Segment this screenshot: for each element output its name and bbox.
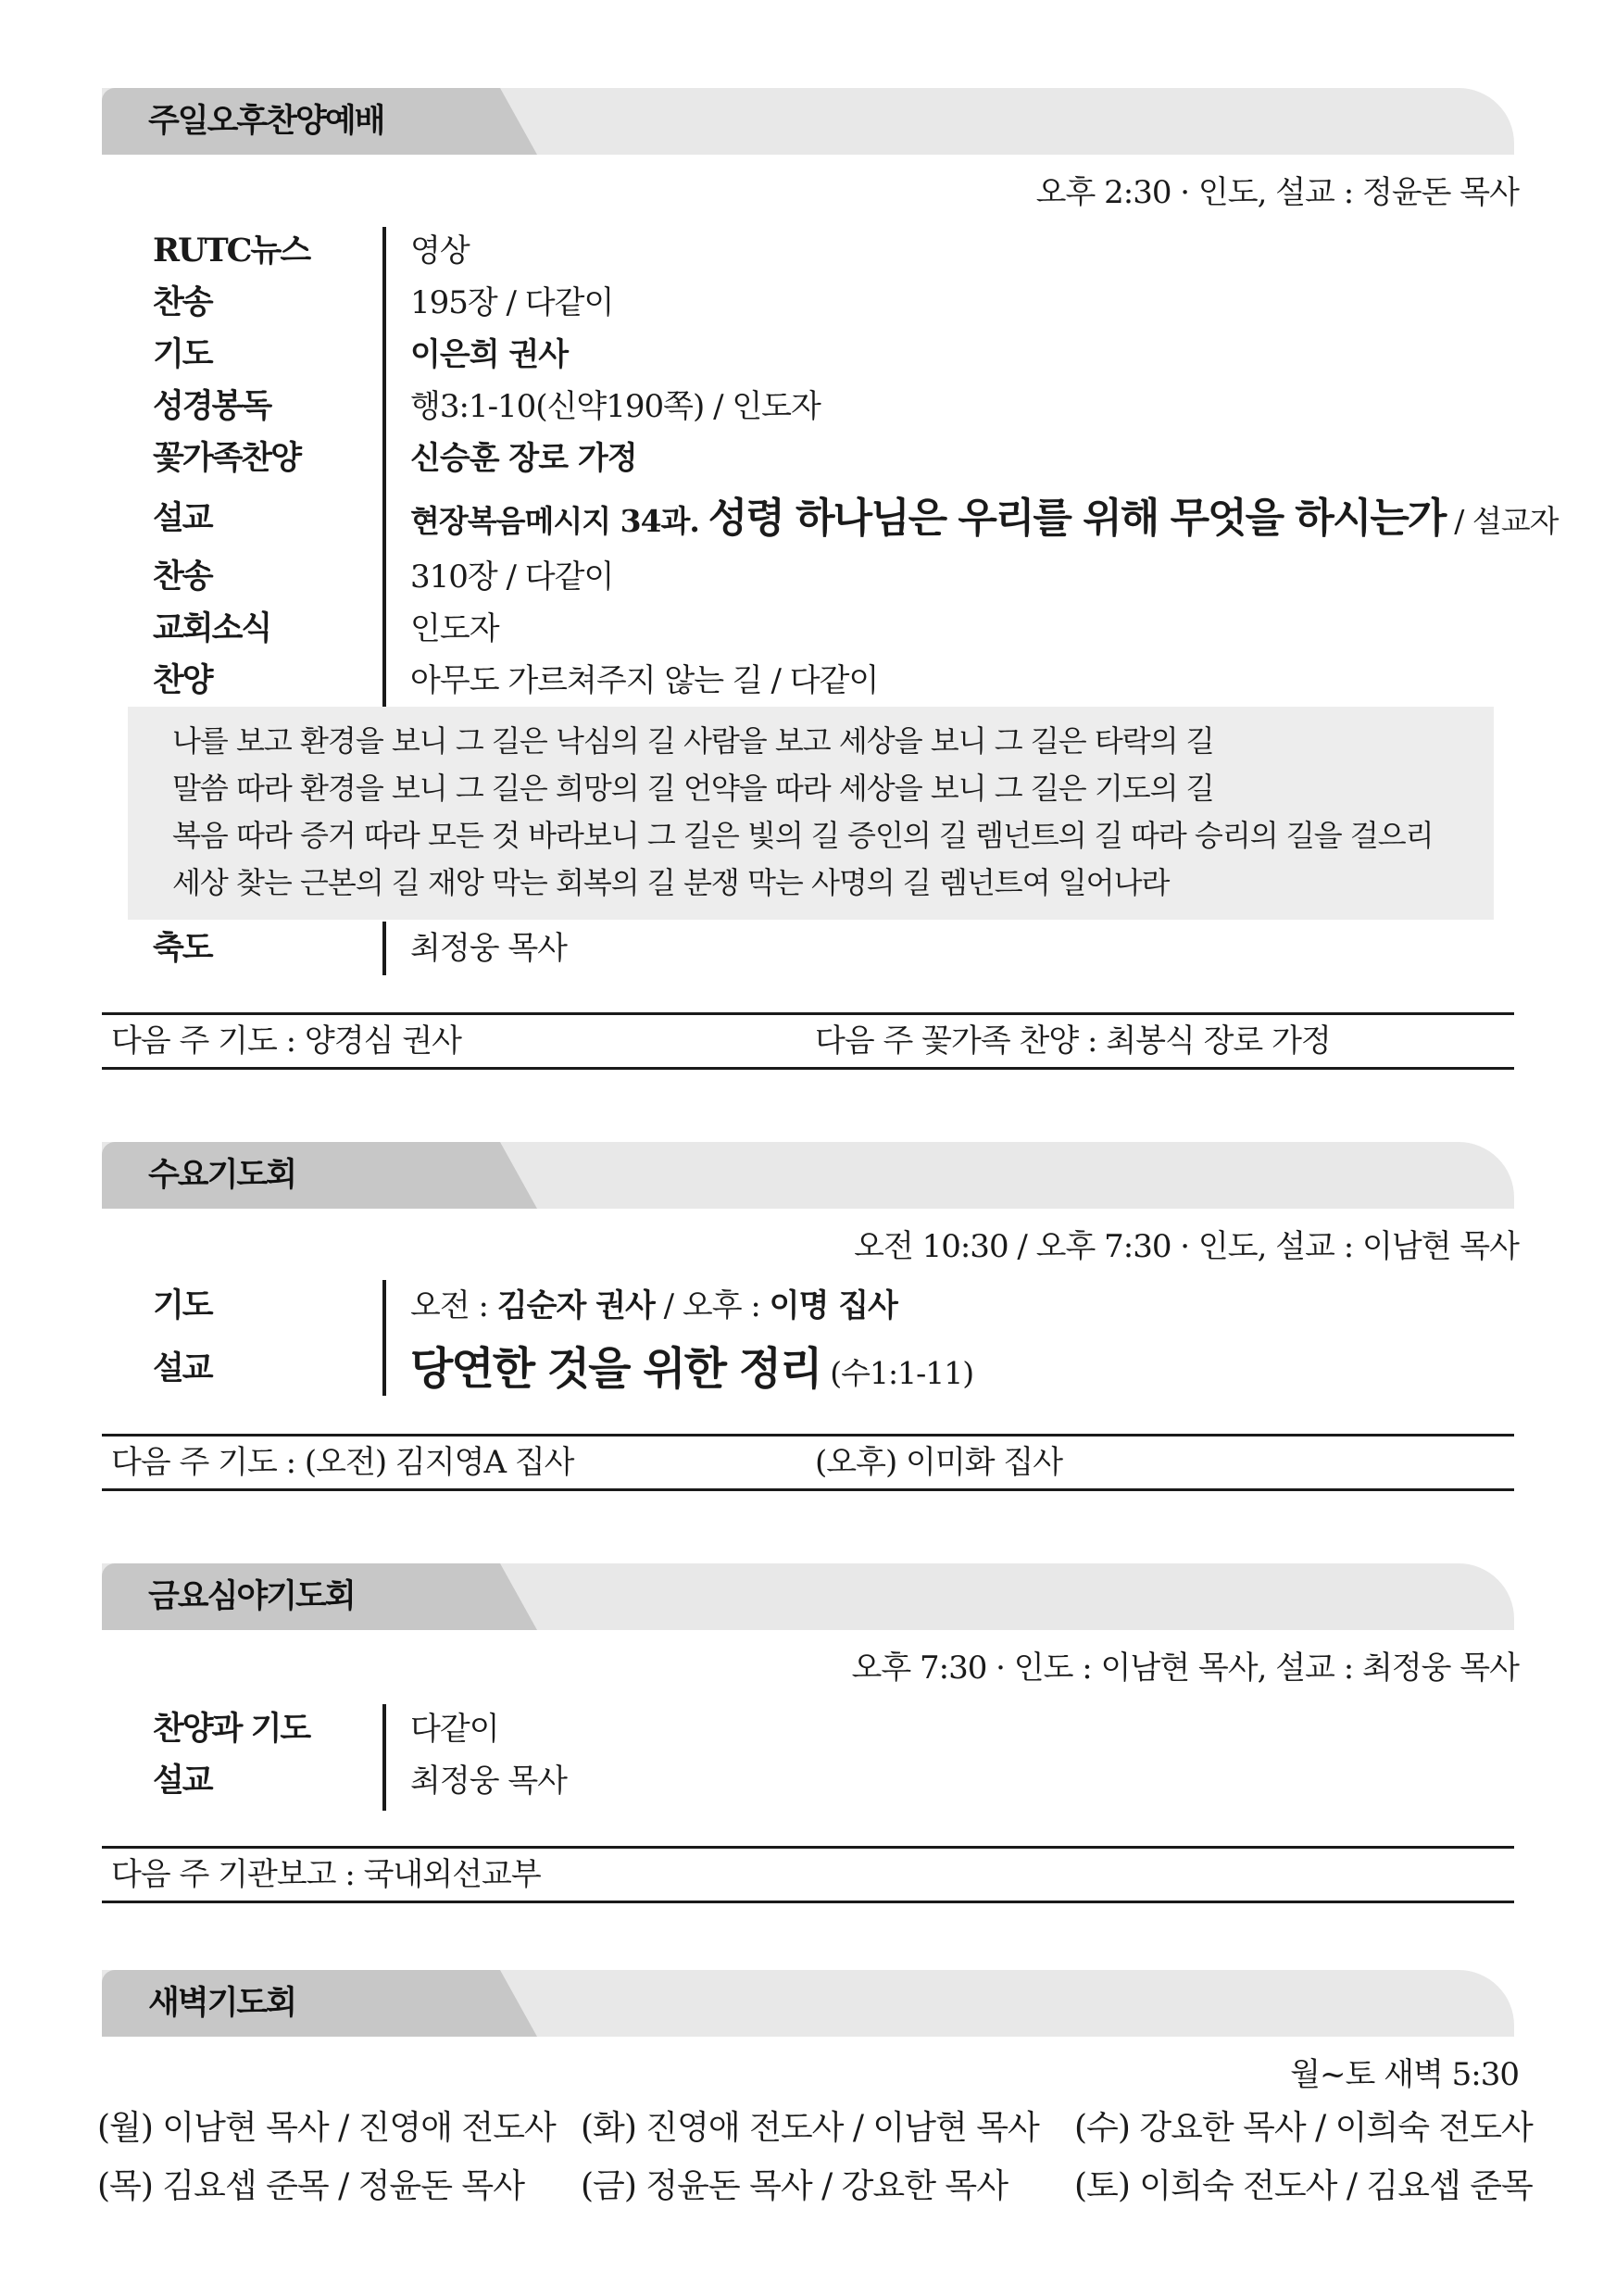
dawn-day: (금) 정윤돈 목사 / 강요한 목사 — [581, 2167, 1008, 2205]
order-row — [0, 1758, 1616, 1804]
order-label: 기도 — [153, 1286, 212, 1324]
order-value: 아무도 가르쳐주지 않는 길 / 다같이 — [410, 662, 879, 699]
prayer-am-prefix: 오전 : — [410, 1287, 488, 1324]
order-label: 기도 — [153, 335, 212, 373]
order-label: 설교 — [153, 1349, 212, 1387]
sermon-reference: (수1:1-11) — [830, 1355, 974, 1391]
lyrics-line: 세상 찾는 근본의 길 재앙 막는 회복의 길 분쟁 막는 사명의 길 렘넌트여 일어나라 — [172, 865, 1170, 900]
section-title: 금요심야기도회 — [148, 1578, 355, 1615]
next-report: 다음 주 기관보고 : 국내외선교부 — [111, 1856, 541, 1893]
order-row — [0, 925, 1616, 972]
service-time: 오전 10:30 / 오후 7:30 · 인도, 설교 : 이남현 목사 — [854, 1228, 1519, 1265]
next-prayer: 다음 주 기도 : (오전) 김지영A 집사 — [111, 1444, 574, 1481]
sermon-prefix: 현장복음메시지 34과. — [410, 503, 699, 539]
lyrics-line: 말씀 따라 환경을 보니 그 길은 희망의 길 언약을 따라 세상을 보니 그 길은 기도의 길 — [172, 771, 1214, 806]
order-value: 310장 / 다같이 — [410, 558, 614, 596]
order-label: 설교 — [153, 1762, 212, 1800]
order-value — [410, 1341, 973, 1401]
order-label: 교회소식 — [153, 609, 271, 647]
dawn-day: (월) 이남현 목사 / 진영애 전도사 — [97, 2109, 556, 2147]
dawn-schedule-row — [0, 2161, 1616, 2213]
order-label: 찬양과 기도 — [153, 1710, 310, 1748]
order-row — [0, 332, 1616, 378]
order-value: 이은희 권사 — [410, 336, 569, 373]
lyrics-box — [128, 707, 1494, 920]
next-flower: 다음 주 꽃가족 찬양 : 최봉식 장로 가정 — [815, 1023, 1331, 1060]
dawn-schedule-row — [0, 2102, 1616, 2154]
section-title: 주일오후찬양예배 — [148, 103, 384, 140]
order-value: 195장 / 다같이 — [410, 284, 614, 321]
order-row — [0, 1706, 1616, 1752]
service-time: 오후 2:30 · 인도, 설교 : 정윤돈 목사 — [1035, 174, 1519, 211]
order-value — [410, 1283, 897, 1329]
next-prayer-pm: (오후) 이미화 집사 — [815, 1444, 1063, 1481]
sermon-title: 성령 하나님은 우리를 위해 무엇을 하시는가 — [708, 495, 1446, 542]
order-value: 영상 — [410, 232, 470, 270]
section-title: 새벽기도회 — [148, 1985, 296, 2022]
order-value: 다같이 — [410, 1711, 499, 1748]
order-value: 행3:1-10(신약190쪽) / 인도자 — [410, 388, 821, 425]
lyrics-line: 나를 보고 환경을 보니 그 길은 낙심의 길 사람을 보고 세상을 보니 그 길은 타락의 길 — [172, 723, 1214, 759]
order-label: 설교 — [153, 499, 212, 537]
next-week-box — [102, 1846, 1514, 1903]
order-value — [410, 491, 1558, 549]
prayer-am-name: 김순자 권사 — [496, 1287, 655, 1324]
order-row — [0, 606, 1616, 652]
service-time: 오후 7:30 · 인도 : 이남현 목사, 설교 : 최정웅 목사 — [851, 1650, 1519, 1687]
order-row — [0, 491, 1616, 546]
order-label: 성경봉독 — [153, 387, 271, 425]
order-row — [0, 554, 1616, 600]
order-label: RUTC뉴스 — [153, 232, 310, 270]
order-label: 찬양 — [153, 661, 212, 699]
lyrics-line: 복음 따라 증거 따라 모든 것 바라보니 그 길은 빛의 길 증인의 길 렘넌트의 길 따라 승리의 길을 걸으리 — [172, 818, 1434, 853]
dawn-day: (목) 김요셉 준목 / 정윤돈 목사 — [97, 2167, 524, 2205]
dawn-day: (토) 이희숙 전도사 / 김요셉 준목 — [1074, 2167, 1533, 2205]
next-prayer: 다음 주 기도 : 양경심 권사 — [111, 1023, 461, 1060]
sermon-title: 당연한 것을 위한 정리 — [410, 1343, 821, 1395]
order-row — [0, 280, 1616, 326]
sermon-suffix: / 설교자 — [1454, 503, 1559, 539]
order-label: 꽃가족찬양 — [153, 439, 301, 477]
order-label: 찬송 — [153, 558, 212, 596]
dawn-day: (수) 강요한 목사 / 이희숙 전도사 — [1074, 2109, 1533, 2147]
order-label: 찬송 — [153, 283, 212, 321]
prayer-separator: / 오후 : — [663, 1287, 760, 1324]
order-row — [0, 1283, 1616, 1329]
order-value: 최정웅 목사 — [410, 1763, 568, 1800]
order-value: 인도자 — [410, 610, 499, 647]
dawn-day: (화) 진영애 전도사 / 이남현 목사 — [581, 2109, 1039, 2147]
service-time: 월~토 새벽 5:30 — [1290, 2056, 1519, 2093]
order-row — [0, 1341, 1616, 1397]
prayer-pm-name: 이명 집사 — [769, 1287, 897, 1324]
section-title: 수요기도회 — [148, 1157, 296, 1194]
order-row — [0, 383, 1616, 430]
order-row — [0, 228, 1616, 274]
order-label: 축도 — [153, 929, 212, 967]
next-week-box — [102, 1012, 1514, 1070]
order-row — [0, 658, 1616, 704]
order-value: 신승훈 장로 가정 — [410, 440, 637, 477]
next-week-box — [102, 1434, 1514, 1491]
order-row — [0, 435, 1616, 482]
order-value: 최정웅 목사 — [410, 930, 568, 967]
